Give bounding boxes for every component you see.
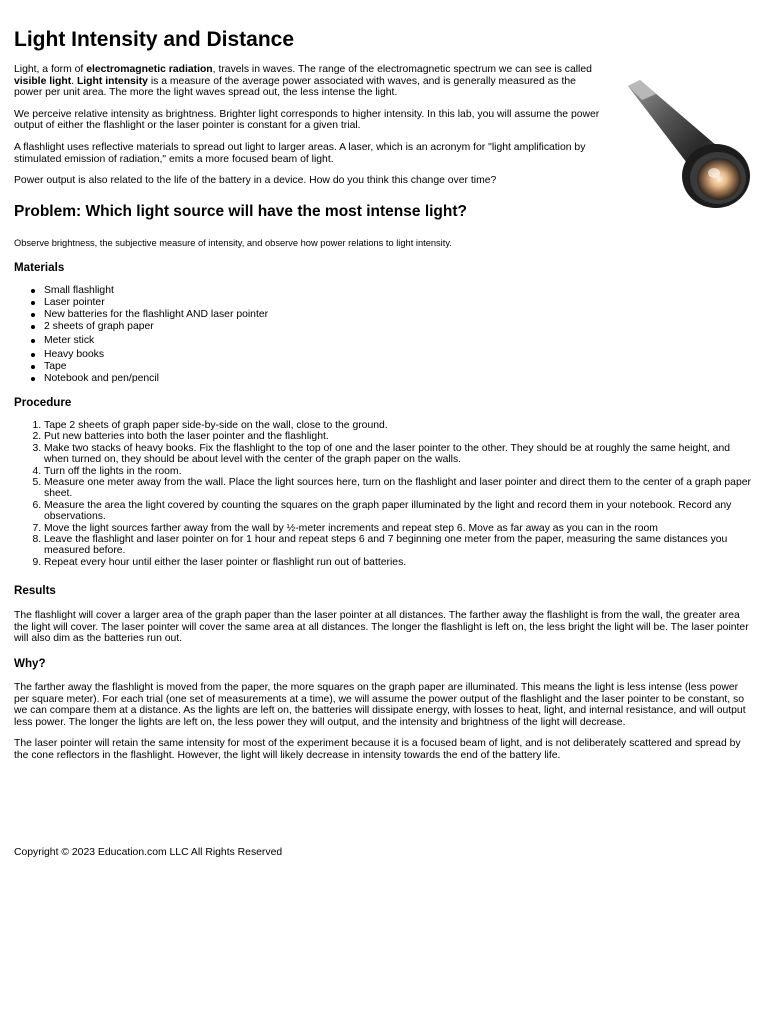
procedure-step: 4. Turn off the lights in the room. bbox=[44, 466, 754, 477]
problem-description: Observe brightness, the subjective measure of intensity, and observe how power relations to light intensity. bbox=[14, 238, 452, 248]
procedure-step: 3. Make two stacks of heavy books. Fix the flashlight to the top of one and the laser pointer to the other. They should be at roughly the same height, and when turned on, they should be about level with the center of the graph paper on the walls. bbox=[44, 443, 754, 466]
materials-heading: Materials bbox=[14, 261, 65, 274]
materials-item: Small flashlight bbox=[44, 285, 268, 297]
why-heading: Why? bbox=[14, 657, 46, 670]
procedure-heading: Procedure bbox=[14, 396, 72, 409]
procedure-step: 6. Measure the area the light covered by counting the squares on the graph paper illuminated by the light and record them in your notebook. Record any observations. bbox=[44, 500, 754, 523]
procedure-step: 7. Move the light sources farther away from the wall by ½-meter increments and repeat step 6. Move as far away as you can in the room bbox=[44, 523, 754, 534]
intro-text: Light, a form of bbox=[14, 64, 87, 75]
term-electromagnetic-radiation: electromagnetic radiation bbox=[86, 64, 213, 75]
why-paragraph: The farther away the flashlight is moved from the paper, the more squares on the graph paper are illuminated. This means the light is less intense (less power per square meter). For each trial (one set of measurements at a time), we will assume the power output of the flashlight and the laser pointer to be constant, so we can compare them at a distance. As the lights are left on, the batteries will dissipate energy, with losses to heat, light, and internal resistance, and will output less power. The longer the lights are left on, the less power they will output, and the intensity and brightness of the light will decrease. bbox=[14, 682, 746, 728]
materials-item: Heavy books bbox=[44, 349, 268, 361]
procedure-step: 5. Measure one meter away from the wall. Place the light sources here, turn on the flashlight and laser pointer and direct them to the center of a graph paper sheet. bbox=[44, 477, 754, 500]
results-paragraph: The flashlight will cover a larger area of the graph paper than the laser pointer at all distances. The farther away the flashlight is from the wall, the greater area the light will cover. The laser pointer will cover the same area at all distances. The longer the flashlight is left on, the less bright the light will be. The laser pointer will also dim as the batteries run out. bbox=[14, 610, 749, 645]
why-section bbox=[14, 682, 754, 772]
flashlight-image bbox=[626, 80, 756, 210]
procedure-step: 1. Tape 2 sheets of graph paper side-by-side on the wall, close to the ground. bbox=[44, 420, 754, 431]
materials-item: Tape bbox=[44, 361, 268, 373]
procedure-step: 8. Leave the flashlight and laser pointer on for 1 hour and repeat steps 6 and 7 beginning one meter from the paper, measuring the same distances you measured before. bbox=[44, 534, 754, 557]
intro-section bbox=[14, 64, 606, 197]
procedure-step: 2. Put new batteries into both the laser pointer and the flashlight. bbox=[44, 431, 754, 442]
problem-heading: Problem: Which light source will have the most intense light? bbox=[14, 203, 467, 220]
materials-item: Laser pointer bbox=[44, 297, 268, 309]
intro-paragraph-3: A flashlight uses reflective materials to spread out light to larger areas. A laser, which is an acronym for "light amplification by stimulated emission of radiation," emits a more focused beam of light. bbox=[14, 141, 586, 165]
results-heading: Results bbox=[14, 584, 56, 597]
intro-text: , travels in waves. The range of the electromagnetic spectrum we can see is called bbox=[212, 64, 592, 75]
materials-item: Notebook and pen/pencil bbox=[44, 373, 268, 385]
intro-paragraph-2: We perceive relative intensity as brightness. Brighter light corresponds to higher intensity. In this lab, you will assume the power output of either the flashlight or the laser pointer is constant for a given trial. bbox=[14, 108, 600, 132]
procedure-step: 9. Repeat every hour until either the laser pointer or flashlight run out of batteries. bbox=[44, 557, 754, 568]
materials-item: 2 sheets of graph paper bbox=[44, 321, 268, 333]
materials-list bbox=[14, 285, 268, 385]
term-visible-light: visible light bbox=[14, 75, 72, 87]
term-light-intensity: Light intensity bbox=[76, 75, 148, 87]
why-paragraph: The laser pointer will retain the same intensity for most of the experiment because it is a focused beam of light, and is not deliberately scattered and spread by the cone reflectors in the flashlight. However, the light will likely decrease in intensity towards the end of the battery life. bbox=[14, 738, 741, 761]
page-title: Light Intensity and Distance bbox=[14, 28, 295, 51]
intro-text: is a measure of the average power associated with waves, and is generally measured as the power per unit area. The more the light waves spread out, the less intense the light. bbox=[14, 75, 576, 99]
materials-item: New batteries for the flashlight AND laser pointer bbox=[44, 309, 269, 320]
intro-paragraph-4: Power output is also related to the life of the battery in a device. How do you think this change over time? bbox=[14, 175, 497, 187]
intro-paragraph-1 bbox=[14, 64, 606, 99]
materials-item: Meter stick bbox=[44, 335, 268, 347]
copyright-notice: Copyright © 2023 Education.com LLC All Rights Reserved bbox=[14, 847, 283, 858]
intro-text: . bbox=[71, 75, 77, 87]
procedure-list bbox=[14, 420, 754, 568]
